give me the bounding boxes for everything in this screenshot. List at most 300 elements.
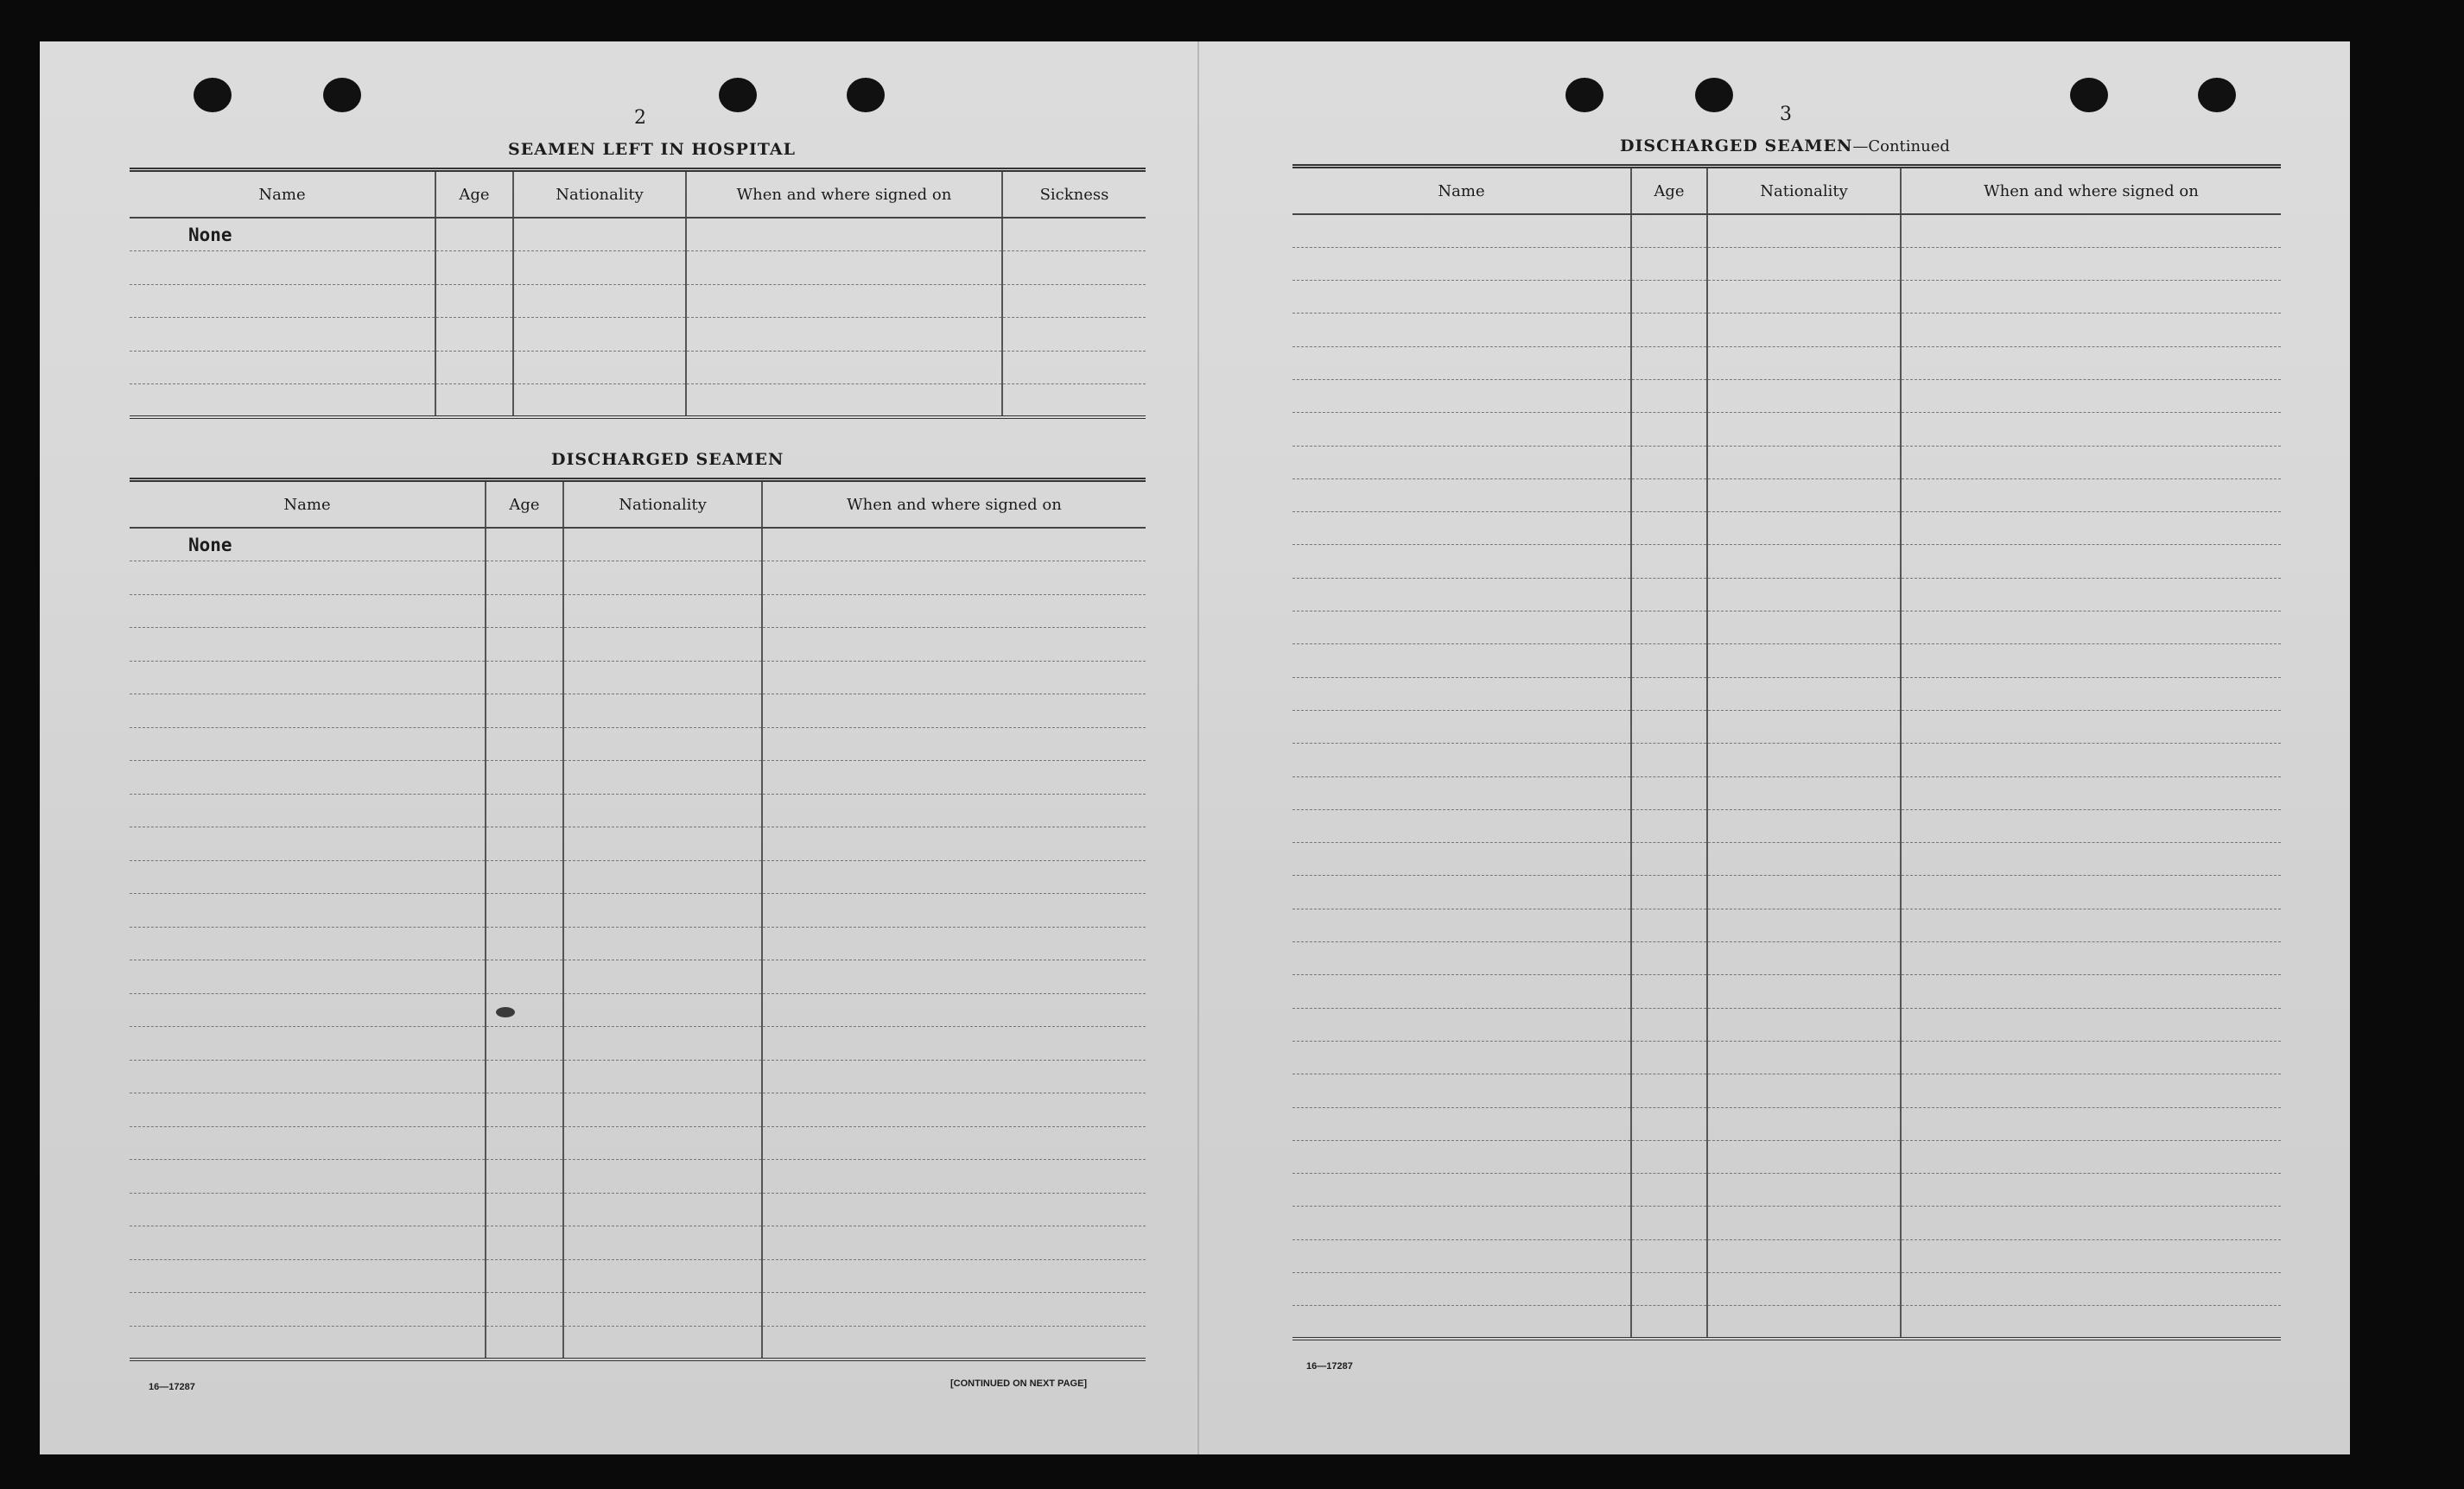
- table-cell: [130, 727, 486, 761]
- table-cell: [1901, 578, 2281, 611]
- table-cell: [513, 218, 686, 251]
- table-cell: [1631, 314, 1707, 346]
- table-row: [130, 761, 1146, 795]
- table-cell: [130, 1226, 486, 1260]
- table-cell: [130, 993, 486, 1027]
- table-cell: [1707, 942, 1901, 975]
- column-header: Nationality: [1707, 167, 1901, 215]
- table-cell: [1901, 413, 2281, 446]
- table-row: [1292, 545, 2281, 578]
- table-row: [130, 1160, 1146, 1194]
- table-cell: [563, 1160, 762, 1194]
- table-cell: [486, 1193, 563, 1226]
- table-row: [1292, 1174, 2281, 1207]
- table-row: [130, 960, 1146, 994]
- table-cell: [1707, 975, 1901, 1008]
- table-cell: [1901, 876, 2281, 909]
- table-cell: [1292, 909, 1631, 941]
- table-cell: [1292, 314, 1631, 346]
- table-cell: [563, 1226, 762, 1260]
- table-cell: [1707, 710, 1901, 743]
- table-cell: None: [130, 528, 486, 561]
- binder-hole: [2070, 78, 2108, 112]
- table-cell: [1901, 744, 2281, 776]
- table-cell: [1631, 578, 1707, 611]
- table-row: [130, 218, 1146, 251]
- table-cell: [1901, 909, 2281, 941]
- table-row: [130, 1193, 1146, 1226]
- table-row: [130, 594, 1146, 628]
- table-cell: [1631, 1107, 1707, 1140]
- table-cell: [130, 894, 486, 928]
- table-row: [130, 794, 1146, 827]
- table-cell: [130, 318, 435, 352]
- table-cell: [130, 794, 486, 827]
- form-number-right: 16—17287: [1306, 1361, 1353, 1372]
- binder-hole: [719, 78, 757, 112]
- table-cell: [486, 528, 563, 561]
- table-cell: [1901, 677, 2281, 710]
- table-cell: [1292, 710, 1631, 743]
- table-cell: [1292, 975, 1631, 1008]
- table-cell: [1002, 251, 1146, 285]
- table-cell: [1707, 214, 1901, 247]
- table-cell: [686, 284, 1002, 318]
- column-header: When and where signed on: [1901, 167, 2281, 215]
- table-cell: [1707, 744, 1901, 776]
- table-cell: [1901, 478, 2281, 511]
- table-row: [1292, 611, 2281, 644]
- table-cell: [762, 860, 1146, 894]
- page-number-left: 2: [634, 107, 646, 129]
- table-cell: [1631, 446, 1707, 478]
- table-cell: [1901, 314, 2281, 346]
- table-row: [130, 860, 1146, 894]
- table-cell: [130, 960, 486, 994]
- table-cell: [1707, 578, 1901, 611]
- table-cell: [1292, 214, 1631, 247]
- table-row: [1292, 1239, 2281, 1272]
- table-cell: [1707, 876, 1901, 909]
- table-cell: [1707, 346, 1901, 379]
- table-cell: [1292, 478, 1631, 511]
- table-cell: [563, 1326, 762, 1359]
- table-cell: [1631, 1074, 1707, 1107]
- table-cell: [1707, 909, 1901, 941]
- table-row: [130, 1126, 1146, 1160]
- table-row: [130, 1259, 1146, 1293]
- hospital-section-title: SEAMEN LEFT IN HOSPITAL: [508, 140, 796, 159]
- table-cell: [1631, 1174, 1707, 1207]
- table-cell: [1707, 1140, 1901, 1173]
- table-cell: [1631, 1008, 1707, 1041]
- table-cell: [1707, 644, 1901, 677]
- table-cell: [563, 561, 762, 595]
- table-cell: [1631, 776, 1707, 809]
- table-cell: [1707, 478, 1901, 511]
- table-row: [130, 1093, 1146, 1127]
- table-cell: [1707, 1041, 1901, 1074]
- table-cell: [563, 960, 762, 994]
- table-row: [130, 1293, 1146, 1327]
- table-cell: [1292, 611, 1631, 644]
- table-cell: [486, 1060, 563, 1093]
- table-cell: [686, 351, 1002, 384]
- table-cell: [1901, 1107, 2281, 1140]
- table-cell: [130, 1060, 486, 1093]
- column-header: When and where signed on: [686, 170, 1002, 219]
- table-cell: [1631, 281, 1707, 314]
- table-cell: [486, 927, 563, 960]
- ink-smudge: [496, 1007, 515, 1017]
- table-cell: [1707, 677, 1901, 710]
- continued-section-title: [1620, 136, 1950, 155]
- table-cell: [435, 384, 513, 418]
- table-cell: [563, 927, 762, 960]
- table-cell: [1292, 446, 1631, 478]
- column-header: Age: [1631, 167, 1707, 215]
- page-number-right: 3: [1780, 104, 1792, 125]
- table-cell: [762, 694, 1146, 728]
- continued-title-suffix: —Continued: [1852, 137, 1950, 155]
- table-cell: [1292, 876, 1631, 909]
- table-cell: [563, 1259, 762, 1293]
- table-row: [1292, 975, 2281, 1008]
- table-row: [1292, 942, 2281, 975]
- table-row: [1292, 776, 2281, 809]
- table-cell: [762, 993, 1146, 1027]
- table-cell: [1631, 1239, 1707, 1272]
- page-fold: [1197, 41, 1199, 1454]
- table-cell: [1901, 1207, 2281, 1239]
- table-cell: [130, 1293, 486, 1327]
- table-row: [1292, 478, 2281, 511]
- table-cell: [486, 794, 563, 827]
- table-row: [1292, 512, 2281, 545]
- table-cell: [130, 284, 435, 318]
- table-row: [130, 661, 1146, 694]
- table-cell: [563, 694, 762, 728]
- table-cell: [563, 1293, 762, 1327]
- table-cell: [1901, 214, 2281, 247]
- column-header: When and where signed on: [762, 480, 1146, 529]
- table-cell: [486, 594, 563, 628]
- column-header: Age: [435, 170, 513, 219]
- table-cell: [563, 827, 762, 861]
- table-cell: [1631, 346, 1707, 379]
- table-cell: [130, 384, 435, 418]
- table-cell: [563, 661, 762, 694]
- hospital-table: [130, 168, 1146, 419]
- table-cell: [1292, 677, 1631, 710]
- table-row: [1292, 1107, 2281, 1140]
- table-cell: [563, 761, 762, 795]
- binder-hole: [1695, 78, 1733, 112]
- table-cell: [486, 894, 563, 928]
- table-cell: [1707, 314, 1901, 346]
- table-row: [130, 894, 1146, 928]
- table-cell: [1631, 1041, 1707, 1074]
- table-cell: [1631, 1140, 1707, 1173]
- table-cell: [1901, 975, 2281, 1008]
- table-row: [130, 318, 1146, 352]
- table-cell: [1707, 512, 1901, 545]
- table-cell: [513, 351, 686, 384]
- table-row: [130, 561, 1146, 595]
- table-cell: [1901, 710, 2281, 743]
- table-row: [130, 284, 1146, 318]
- table-cell: [762, 1027, 1146, 1061]
- table-cell: [563, 727, 762, 761]
- table-cell: [486, 1126, 563, 1160]
- table-cell: [130, 594, 486, 628]
- binder-hole: [847, 78, 885, 112]
- continued-note: [CONTINUED ON NEXT PAGE]: [950, 1378, 1088, 1389]
- binder-hole: [2198, 78, 2236, 112]
- table-cell: [1631, 1207, 1707, 1239]
- table-cell: [1707, 809, 1901, 842]
- table-row: [1292, 710, 2281, 743]
- table-cell: [435, 218, 513, 251]
- table-cell: [1292, 843, 1631, 876]
- table-cell: [1631, 478, 1707, 511]
- table-cell: [1631, 909, 1707, 941]
- table-row: [1292, 578, 2281, 611]
- table-row: [1292, 909, 2281, 941]
- table-cell: [762, 1193, 1146, 1226]
- table-cell: [563, 993, 762, 1027]
- table-cell: [130, 1126, 486, 1160]
- table-cell: [435, 251, 513, 285]
- table-cell: [1292, 1107, 1631, 1140]
- table-cell: [1707, 611, 1901, 644]
- form-number-left: 16—17287: [149, 1382, 195, 1392]
- table-cell: [130, 1259, 486, 1293]
- table-row: [130, 1226, 1146, 1260]
- table-cell: [762, 894, 1146, 928]
- table-row: [1292, 1273, 2281, 1306]
- table-cell: [1901, 809, 2281, 842]
- table-cell: [686, 318, 1002, 352]
- table-cell: [435, 318, 513, 352]
- table-cell: [1901, 446, 2281, 478]
- table-cell: [486, 761, 563, 795]
- table-cell: [130, 1193, 486, 1226]
- table-row: [1292, 744, 2281, 776]
- table-cell: [1707, 545, 1901, 578]
- table-cell: [1631, 942, 1707, 975]
- table-row: [1292, 843, 2281, 876]
- table-cell: [563, 628, 762, 662]
- table-cell: [1292, 346, 1631, 379]
- table-row: [130, 1060, 1146, 1093]
- table-cell: [762, 1259, 1146, 1293]
- table-cell: [1292, 1074, 1631, 1107]
- table-row: [1292, 247, 2281, 280]
- table-cell: [1631, 975, 1707, 1008]
- table-cell: [1002, 284, 1146, 318]
- table-cell: [130, 661, 486, 694]
- table-row: [130, 694, 1146, 728]
- table-row: [130, 827, 1146, 861]
- table-cell: [762, 1226, 1146, 1260]
- table-cell: [486, 561, 563, 595]
- table-row: [130, 628, 1146, 662]
- table-cell: [762, 528, 1146, 561]
- table-cell: [1292, 578, 1631, 611]
- column-header: Name: [130, 480, 486, 529]
- table-cell: [1631, 677, 1707, 710]
- table-cell: [1707, 1174, 1901, 1207]
- table-cell: [1707, 776, 1901, 809]
- table-cell: [1707, 1207, 1901, 1239]
- table-cell: [563, 1027, 762, 1061]
- table-cell: [1631, 644, 1707, 677]
- table-cell: [486, 1027, 563, 1061]
- table-row: [1292, 1306, 2281, 1339]
- table-cell: [1292, 281, 1631, 314]
- table-cell: [1292, 1041, 1631, 1074]
- table-cell: [1631, 545, 1707, 578]
- table-cell: [1901, 247, 2281, 280]
- table-cell: [1631, 611, 1707, 644]
- table-cell: [1292, 1207, 1631, 1239]
- table-cell: [1707, 843, 1901, 876]
- table-cell: [130, 1326, 486, 1359]
- table-cell: [1707, 379, 1901, 412]
- continued-title-text: DISCHARGED SEAMEN: [1620, 136, 1853, 155]
- table-cell: [1707, 1074, 1901, 1107]
- table-cell: [1292, 413, 1631, 446]
- table-cell: [486, 1093, 563, 1127]
- table-cell: [1901, 611, 2281, 644]
- table-cell: [130, 561, 486, 595]
- table-row: [130, 993, 1146, 1027]
- table-cell: [563, 1193, 762, 1226]
- table-cell: [1292, 379, 1631, 412]
- table-cell: [1901, 281, 2281, 314]
- table-cell: [762, 1093, 1146, 1127]
- table-cell: [762, 1060, 1146, 1093]
- table-cell: [486, 1160, 563, 1194]
- table-cell: [1002, 384, 1146, 418]
- table-cell: [563, 594, 762, 628]
- table-cell: [762, 1126, 1146, 1160]
- table-cell: [1631, 876, 1707, 909]
- table-cell: [1631, 744, 1707, 776]
- table-cell: [130, 628, 486, 662]
- table-cell: [1631, 843, 1707, 876]
- table-cell: [1292, 1239, 1631, 1272]
- table-cell: [762, 794, 1146, 827]
- column-header: Nationality: [513, 170, 686, 219]
- table-cell: [762, 927, 1146, 960]
- table-row: [130, 927, 1146, 960]
- table-cell: [486, 628, 563, 662]
- table-cell: [1631, 710, 1707, 743]
- table-cell: [1631, 1306, 1707, 1339]
- table-cell: [762, 628, 1146, 662]
- table-cell: [1901, 1074, 2281, 1107]
- table-cell: [130, 1160, 486, 1194]
- table-cell: [563, 794, 762, 827]
- table-cell: [513, 251, 686, 285]
- table-row: [130, 384, 1146, 418]
- table-cell: [1707, 413, 1901, 446]
- table-row: [1292, 644, 2281, 677]
- table-cell: [1292, 644, 1631, 677]
- table-cell: [1901, 843, 2281, 876]
- table-cell: [1901, 644, 2281, 677]
- table-cell: [1292, 512, 1631, 545]
- table-cell: [1901, 512, 2281, 545]
- table-cell: [1901, 1273, 2281, 1306]
- table-row: [130, 727, 1146, 761]
- table-cell: [486, 960, 563, 994]
- table-row: [1292, 1140, 2281, 1173]
- table-cell: [1292, 942, 1631, 975]
- table-cell: [435, 284, 513, 318]
- table-cell: [1901, 1239, 2281, 1272]
- column-header: Name: [130, 170, 435, 219]
- table-cell: [1901, 379, 2281, 412]
- discharged-table: [130, 478, 1146, 1361]
- table-cell: [1901, 942, 2281, 975]
- table-row: [1292, 214, 2281, 247]
- column-header: Nationality: [563, 480, 762, 529]
- table-cell: [130, 694, 486, 728]
- table-cell: [1292, 1174, 1631, 1207]
- table-cell: [486, 1226, 563, 1260]
- table-cell: [1631, 379, 1707, 412]
- table-cell: [563, 1126, 762, 1160]
- table-row: [130, 1027, 1146, 1061]
- table-row: [1292, 413, 2281, 446]
- table-cell: [130, 351, 435, 384]
- table-row: [1292, 677, 2281, 710]
- table-cell: [1901, 1008, 2281, 1041]
- table-cell: [130, 927, 486, 960]
- table-cell: [1707, 247, 1901, 280]
- discharged-section-title: DISCHARGED SEAMEN: [551, 450, 784, 469]
- table-cell: [486, 727, 563, 761]
- table-cell: [762, 827, 1146, 861]
- table-cell: [686, 384, 1002, 418]
- table-cell: [1901, 1174, 2281, 1207]
- table-row: [1292, 1008, 2281, 1041]
- table-row: [1292, 446, 2281, 478]
- table-cell: [1707, 1273, 1901, 1306]
- table-row: [1292, 1207, 2281, 1239]
- table-row: [1292, 1074, 2281, 1107]
- table-cell: [130, 761, 486, 795]
- discharged-continued-table: [1292, 164, 2281, 1340]
- table-cell: [486, 1293, 563, 1327]
- table-cell: [1707, 1306, 1901, 1339]
- table-cell: [1292, 247, 1631, 280]
- binder-hole: [194, 78, 232, 112]
- table-cell: [1292, 776, 1631, 809]
- table-row: [1292, 314, 2281, 346]
- table-cell: [486, 1326, 563, 1359]
- table-cell: [1707, 281, 1901, 314]
- table-cell: [1292, 809, 1631, 842]
- table-row: [1292, 1041, 2281, 1074]
- table-cell: [563, 860, 762, 894]
- table-cell: [130, 251, 435, 285]
- table-cell: [1292, 1140, 1631, 1173]
- table-cell: [1292, 1008, 1631, 1041]
